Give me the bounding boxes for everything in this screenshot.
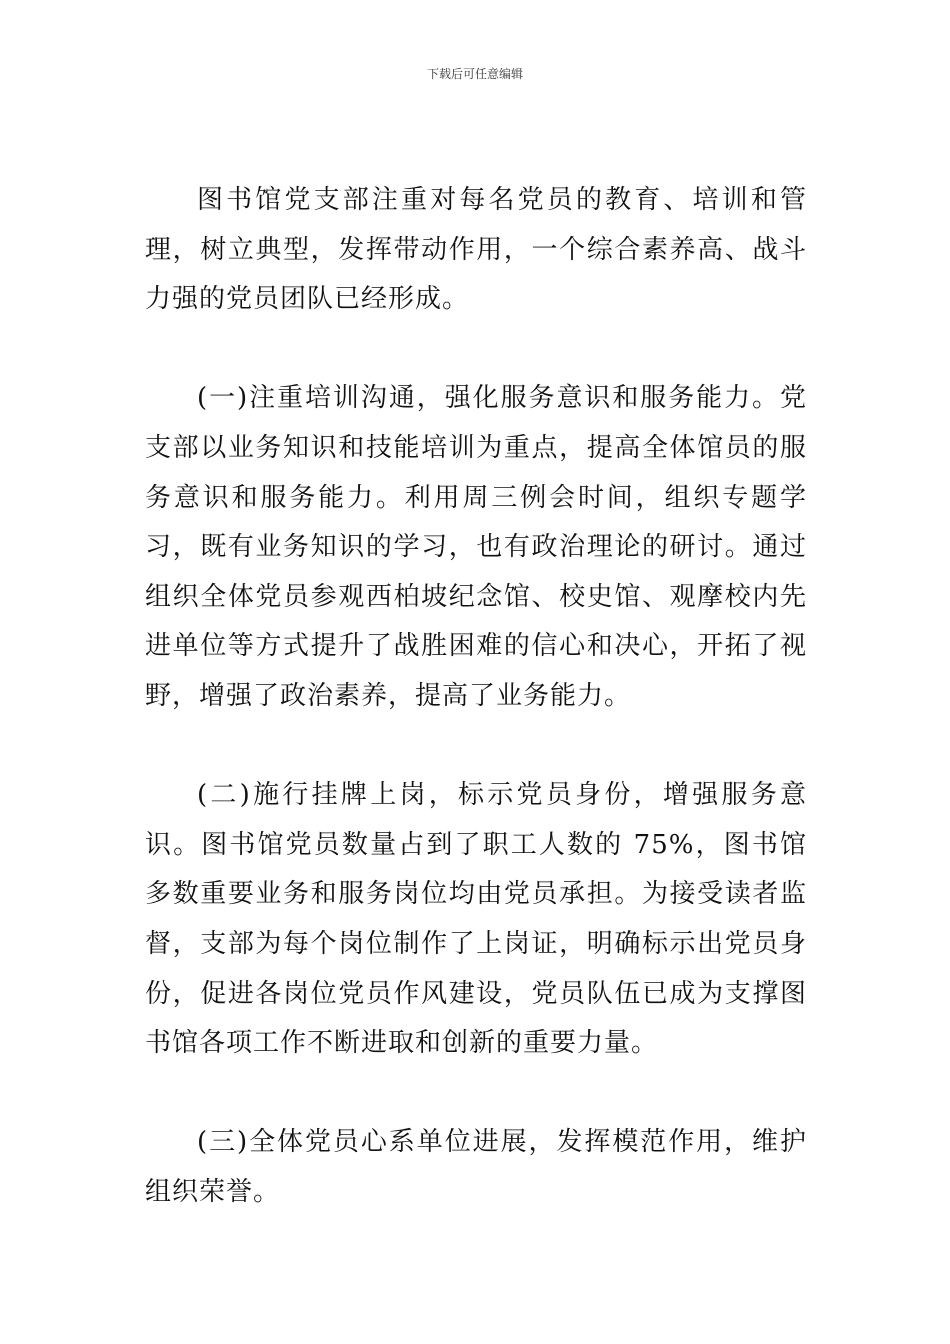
header-note: 下载后可任意编辑 — [426, 67, 523, 81]
paragraph-section-2: (二)施行挂牌上岗，标示党员身份，增强服务意识。图书馆党员数量占到了职工人数的 75%，图书馆多数重要业务和服务岗位均由党员承担。为接受读者监督，支部为每个岗位制作了上岗证，明确标示出党员身份，促进各岗位党员作风建设，党员队伍已成为支撑图书馆各项工作不断进取和创新的重要力量。 — [145, 780, 807, 1059]
paragraph-section-3: (三)全体党员心系单位进展，发挥模范作用，维护组织荣誉。 — [145, 1127, 807, 1207]
document-body — [145, 176, 807, 1217]
paragraph-section-1: (一)注重培训沟通，强化服务意识和服务能力。党支部以业务知识和技能培训为重点，提高全体馆员的服务意识和服务能力。利用周三例会时间，组织专题学习，既有业务知识的学习，也有政治理论的研讨。通过组织全体党员参观西柏坡纪念馆、校史馆、观摩校内先进单位等方式提升了战胜困难的信心和决心，开拓了视野，增强了政治素养，提高了业务能力。 — [145, 383, 807, 711]
paragraph-intro: 图书馆党支部注重对每名党员的教育、培训和管理，树立典型，发挥带动作用，一个综合素养高、战斗力强的党员团队已经形成。 — [145, 185, 807, 315]
